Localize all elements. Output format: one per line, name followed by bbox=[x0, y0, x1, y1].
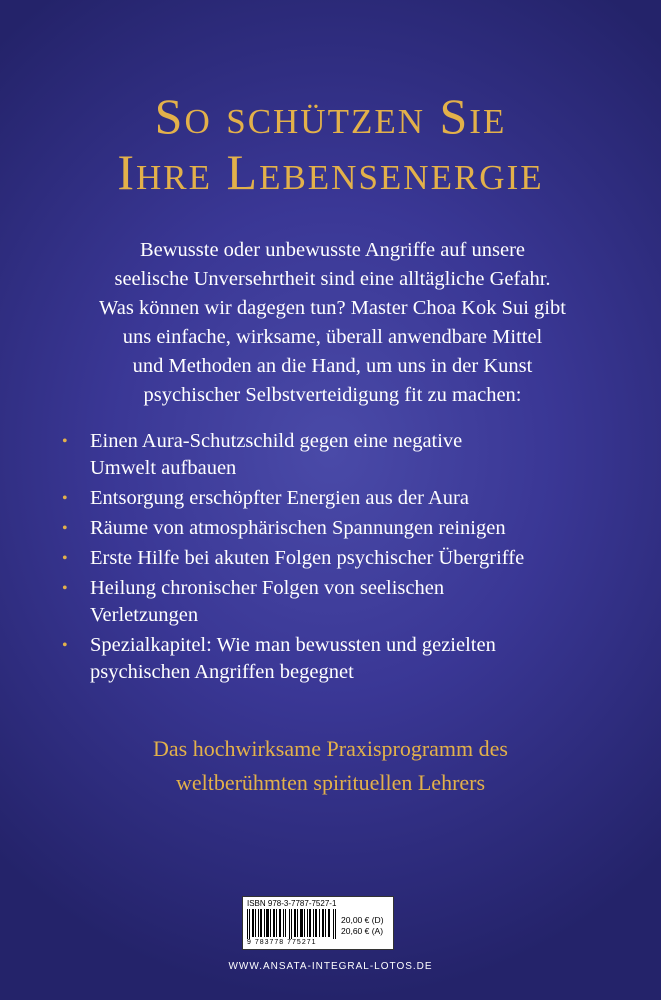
list-item-text: Spezialkapitel: Wie man bewussten und gezielten bbox=[90, 634, 496, 656]
list-item-text: Verletzungen bbox=[90, 604, 199, 626]
barcode-number: 9 783778 775271 bbox=[247, 939, 317, 946]
price-block bbox=[341, 915, 384, 937]
bullet-dot-icon: • bbox=[62, 490, 68, 507]
barcode-icon bbox=[247, 909, 339, 939]
bullet-dot-icon: • bbox=[62, 433, 68, 450]
list-item bbox=[60, 575, 620, 629]
price-de: 20,00 € (D) bbox=[341, 915, 384, 925]
bullet-dot-icon: • bbox=[62, 550, 68, 567]
book-title-line-1: So schützen Sie bbox=[154, 88, 507, 144]
book-title bbox=[0, 88, 661, 200]
tagline-line-2: weltberühmten spirituellen Lehrers bbox=[175, 770, 486, 795]
intro-line: Was können wir dagegen tun? Master Choa Kok Sui gibt bbox=[99, 297, 566, 319]
benefits-list bbox=[60, 428, 620, 689]
list-item bbox=[60, 515, 620, 542]
intro-line: Bewusste oder unbewusste Angriffe auf unsere bbox=[139, 239, 526, 261]
bullet-dot-icon: • bbox=[62, 580, 68, 597]
book-title-line-2: Ihre Lebensenergie bbox=[117, 144, 544, 200]
bullet-dot-icon: • bbox=[62, 637, 68, 654]
list-item-text: Umwelt aufbauen bbox=[90, 457, 237, 479]
list-item-text: psychischen Angriffen begegnet bbox=[90, 661, 354, 683]
list-item-text: Entsorgung erschöpfter Energien aus der Aura bbox=[90, 487, 469, 509]
list-item-text: Räume von atmosphärischen Spannungen reinigen bbox=[90, 517, 506, 539]
intro-line: uns einfache, wirksame, überall anwendbare Mittel bbox=[122, 326, 543, 348]
list-item-text: Erste Hilfe bei akuten Folgen psychischer Übergriffe bbox=[90, 547, 525, 569]
price-at: 20,60 € (A) bbox=[341, 926, 384, 936]
list-item bbox=[60, 485, 620, 512]
tagline-line-1: Das hochwirksame Praxisprogramm des bbox=[153, 736, 508, 761]
intro-line: psychischer Selbstverteidigung fit zu machen: bbox=[143, 384, 522, 406]
barcode-label bbox=[242, 896, 394, 950]
isbn-text: ISBN 978-3-7787-7527-1 bbox=[247, 899, 337, 908]
publisher-website: WWW.ANSATA-INTEGRAL-LOTOS.DE bbox=[228, 961, 433, 972]
intro-line: seelische Unversehrtheit sind eine alltägliche Gefahr. bbox=[114, 268, 551, 290]
list-item bbox=[60, 545, 620, 572]
list-item-text: Heilung chronischer Folgen von seelischen bbox=[90, 577, 445, 599]
list-item bbox=[60, 632, 620, 686]
bullet-dot-icon: • bbox=[62, 520, 68, 537]
intro-line: und Methoden an die Hand, um uns in der Kunst bbox=[132, 355, 533, 377]
intro-paragraph bbox=[60, 236, 605, 410]
list-item bbox=[60, 428, 620, 482]
list-item-text: Einen Aura-Schutzschild gegen eine negative bbox=[90, 430, 463, 452]
tagline bbox=[0, 732, 661, 800]
